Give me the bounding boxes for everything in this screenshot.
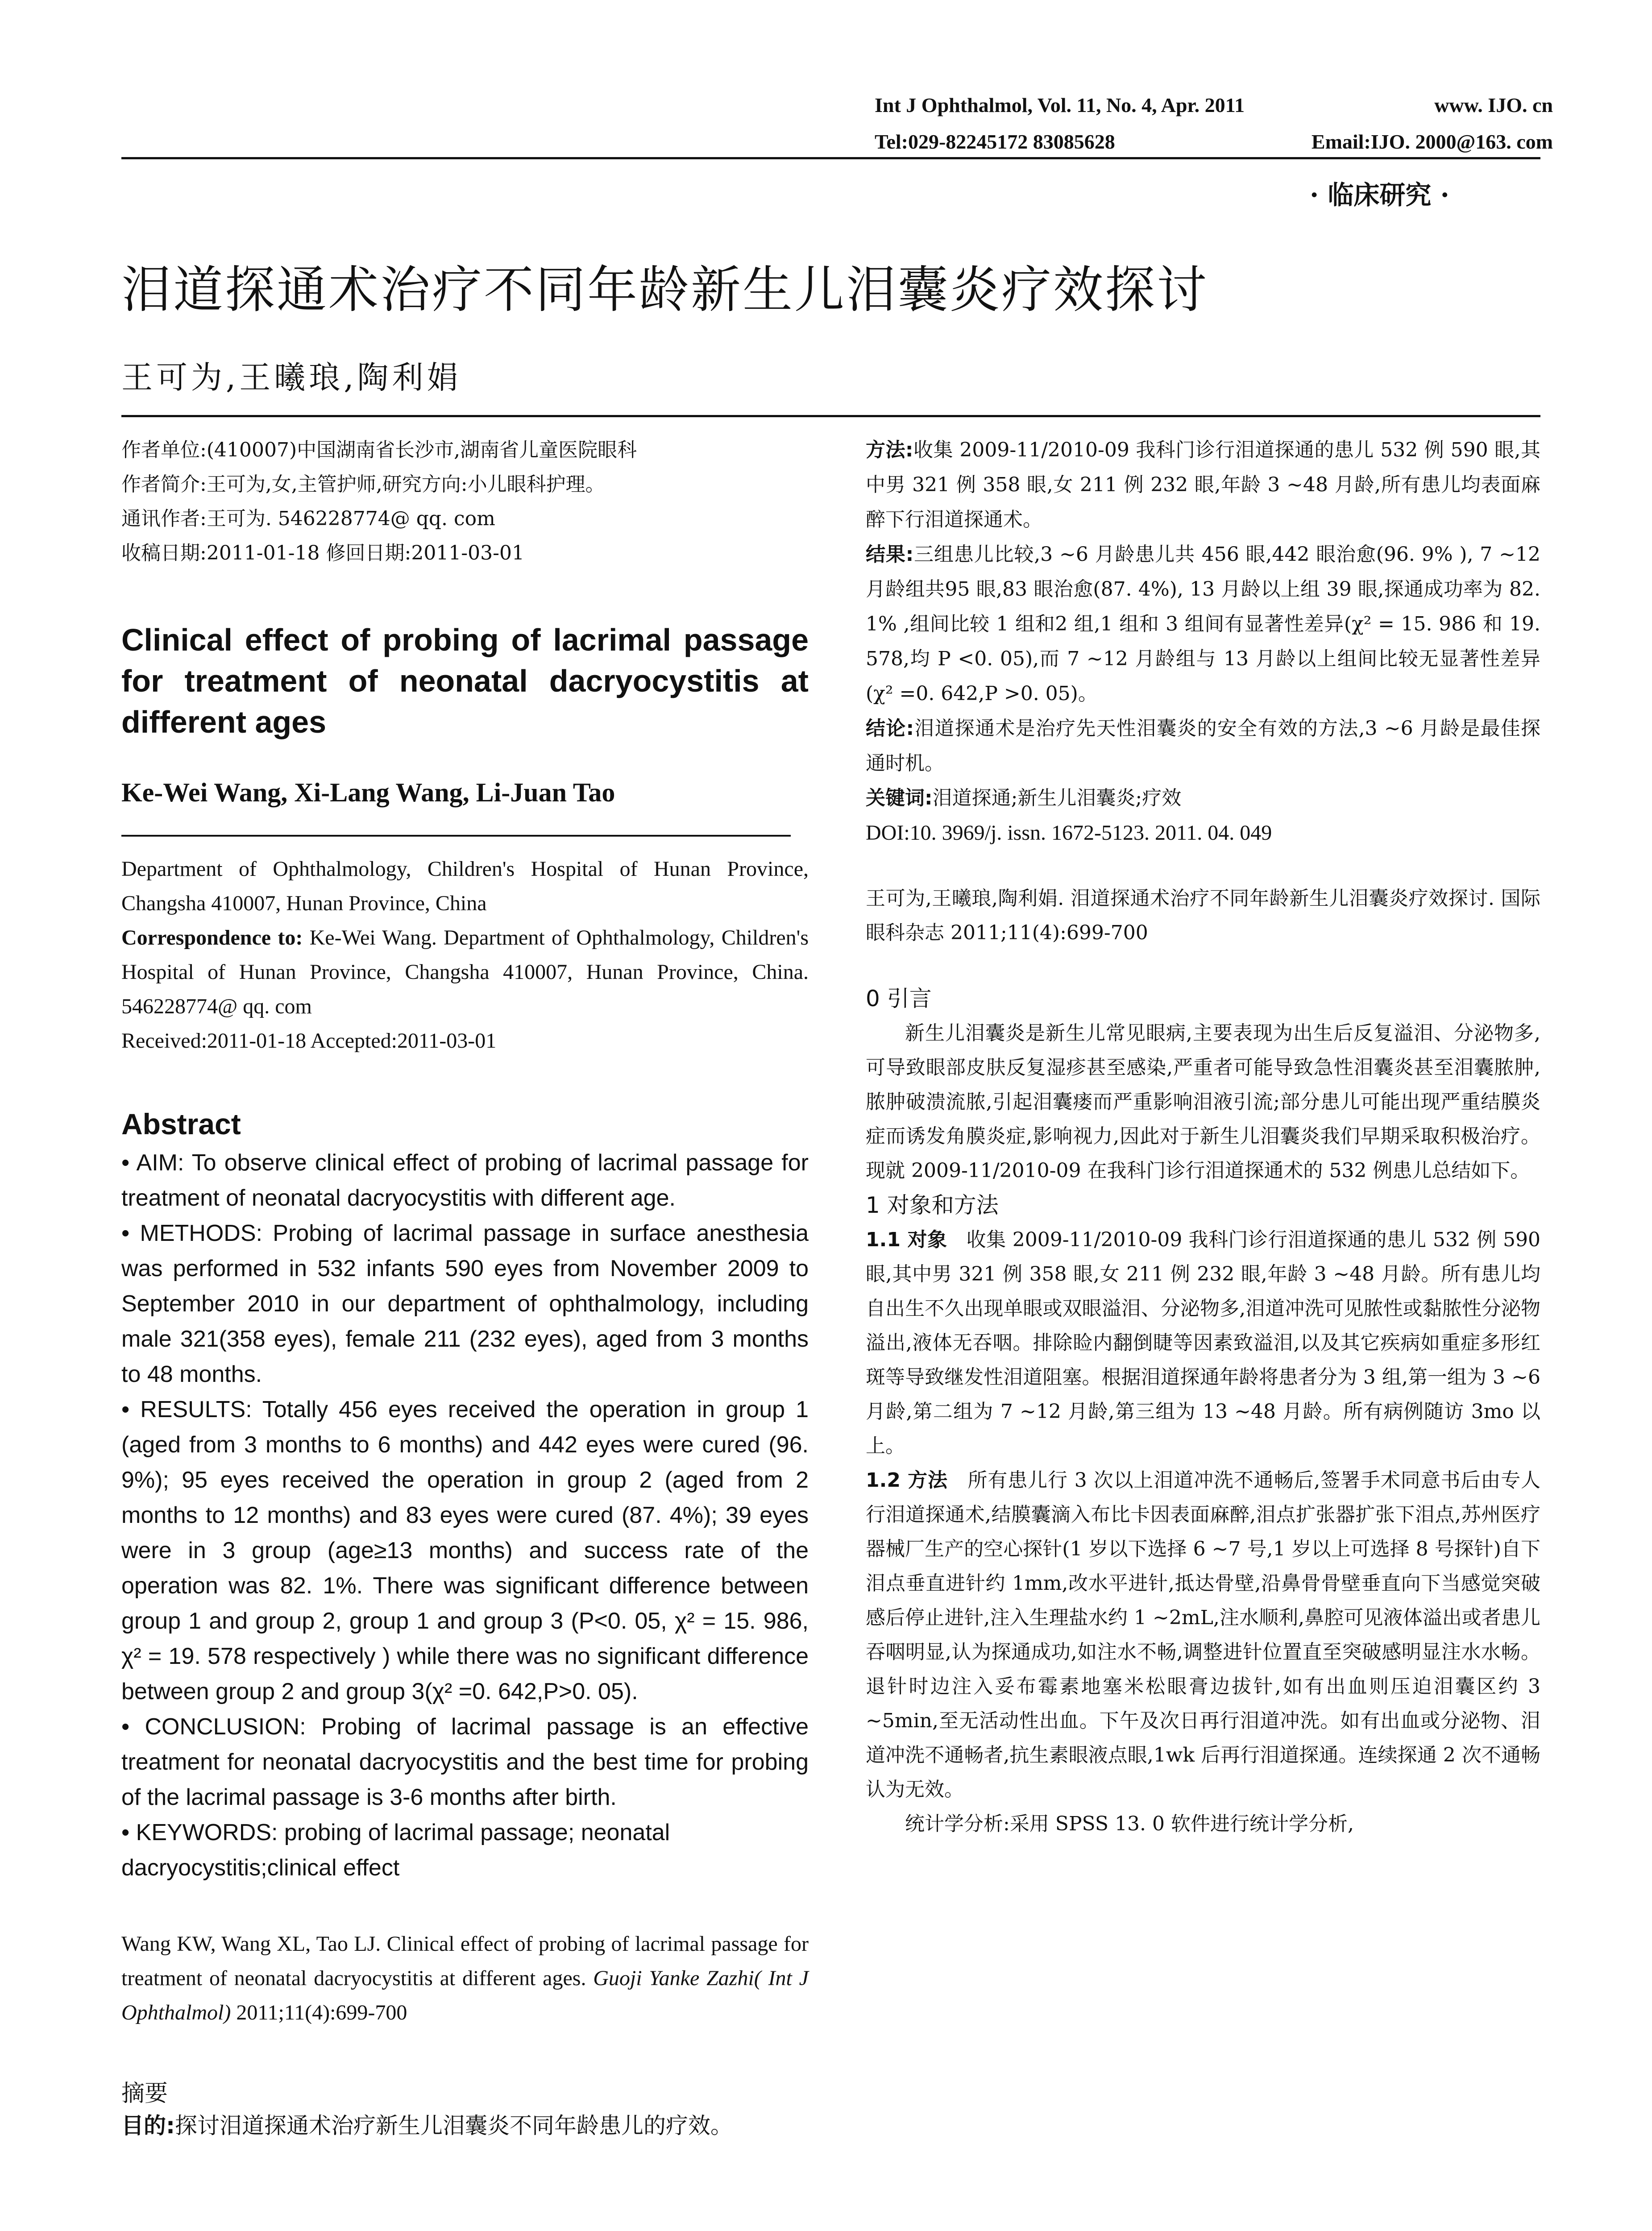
abstract-methods-cn <box>866 433 1540 537</box>
journal-citation-line: Int J Ophthalmol, Vol. 11, No. 4, Apr. 2011 <box>875 94 1245 116</box>
citation-en-journal: Guoji Yanke Zazhi( Int J Ophthalmol) <box>121 1966 809 2024</box>
abstract-results-en: • RESULTS: Totally 456 eyes received the operation in group 1 (aged from 3 months to 6 months) and 442 eyes were cured (96. 9%); 95 eyes received the operation in group 2 (aged from 2 months to 12 months) and 83 eyes were cured (87. 4%); 39 eyes were in 3 group (age≥13 months) and success rate of the operation was 82. 1%. There was significant difference between group 1 and group 2, group 1 and group 3 (P<0. 05, χ² = 15. 986, χ² = 19. 578 respectively ) while there was no significant difference between group 2 and group 3(χ² =0. 642,P>0. 05). <box>121 1397 809 1704</box>
authors-rule <box>121 835 791 837</box>
section-tag: · 临床研究 · <box>1310 180 1449 210</box>
right-column <box>866 433 1540 1841</box>
article-title-cn: 泪道探通术治疗不同年龄新生儿泪囊炎疗效探讨 <box>121 261 1208 319</box>
abstract-heading-cn: 摘要 <box>121 2080 168 2107</box>
correspondence-text: Ke-Wei Wang. Department of Ophthalmology, Children's Hospital of Hunan Province, Changsha 410007, Hunan Province, China. 546228774@ qq. com <box>121 926 809 1018</box>
abstract-conclusion-cn <box>866 711 1540 781</box>
correspondence-en <box>121 921 809 1024</box>
citation-cn: 王可为,王曦琅,陶利娟. 泪道探通术治疗不同年龄新生儿泪囊炎疗效探讨. 国际眼科杂志 2011;11(4):699-700 <box>866 887 1540 944</box>
title-rule <box>121 415 1540 417</box>
abstract-aim-cn <box>121 2108 809 2144</box>
abstract-heading-en: Abstract <box>121 1107 241 1140</box>
subjects-label: 1.1 对象 <box>866 1228 947 1251</box>
received-dates-en: Received:2011-01-18 Accepted:2011-03-01 <box>121 1029 497 1053</box>
method-label: 1.2 方法 <box>866 1469 948 1492</box>
doi-cn: DOI:10. 3969/j. issn. 1672-5123. 2011. 04. 049 <box>866 821 1272 845</box>
aim-text-cn: 探讨泪道探通术治疗新生儿泪囊炎不同年龄患儿的疗效。 <box>175 2113 733 2139</box>
abstract-cn-continued <box>866 433 1540 850</box>
header-rule <box>121 157 1540 159</box>
left-column <box>121 433 809 2144</box>
abstract-aim-en: • AIM: To observe clinical effect of probing of lacrimal passage for treatment of neonatal dacryocystitis with different age. <box>121 1150 809 1211</box>
affiliation-en <box>121 852 809 1058</box>
journal-email: Email:IJO. 2000@163. com <box>1311 130 1553 153</box>
abstract-results-cn <box>866 537 1540 711</box>
citation-en-text: Wang KW, Wang XL, Tao LJ. Clinical effect of probing of lacrimal passage for treatment of neonatal dacryocystitis at different ages. <box>121 1932 809 1990</box>
method-paragraph <box>866 1463 1540 1807</box>
abstract-methods-en: • METHODS: Probing of lacrimal passage in surface anesthesia was performed in 532 infants 590 eyes from November 2009 to September 2010 in our department of ophthalmology, including male 321(358 eyes), female 211 (232 eyes), aged from 3 months to 48 months. <box>121 1220 809 1387</box>
journal-header <box>875 87 1553 160</box>
section-introduction <box>866 981 1540 1188</box>
author-affiliation-cn: 作者单位:(410007)中国湖南省长沙市,湖南省儿童医院眼科 <box>121 439 637 461</box>
citation-en <box>121 1927 809 2030</box>
journal-website: www. IJO. cn <box>1434 94 1553 116</box>
abstract-conclusion-en: • CONCLUSION: Probing of lacrimal passage is an effective treatment for neonatal dacryocystitis and the best time for probing of the lacrimal passage is 3-6 months after birth. <box>121 1714 809 1810</box>
subjects-text: 收集 2009-11/2010-09 我科门诊行泪道探通的患儿 532 例 590 眼,其中男 321 例 358 眼,女 211 例 232 眼,年龄 3 ~48 月龄。所有患儿均自出生不久出现单眼或双眼溢泪、分泌物多,泪道冲洗可见脓性或黏脓性分泌物溢出,液体无吞咽。排除睑内翻倒睫等因素致溢泪,以及其它疾病如重症多形红斑等导致继发性泪道阻塞。根据泪道探通年龄将患者分为 3 组,第一组为 3 ~6 月龄,第二组为 7 ~12 月龄,第三组为 13 ~48 月龄。所有病例随访 3mo 以上。 <box>866 1228 1540 1457</box>
article-title-en: Clinical effect of probing of lacrimal passage for treatment of neonatal dacryocystitis at different ages <box>121 622 809 739</box>
correspondence-label: Correspondence to: <box>121 926 303 950</box>
received-dates-cn: 收稿日期:2011-01-18 修回日期:2011-03-01 <box>121 542 525 564</box>
author-info-cn <box>121 433 809 570</box>
department-en: Department of Ophthalmology, Children's Hospital of Hunan Province, Changsha 410007, Hunan Province, China <box>121 857 809 915</box>
authors-cn: 王可为,王曦琅,陶利娟 <box>121 359 462 396</box>
methods-label-cn: 方法: <box>866 439 913 461</box>
keywords-label-cn: 关键词: <box>866 787 933 809</box>
aim-label-cn: 目的: <box>121 2113 175 2139</box>
citation-en-tail: 2011;11(4):699-700 <box>231 2001 407 2024</box>
results-label-cn: 结果: <box>866 543 914 566</box>
keywords-text-cn: 泪道探通;新生儿泪囊炎;疗效 <box>932 787 1182 809</box>
abstract-keywords-en: • KEYWORDS: probing of lacrimal passage; neonatal dacryocystitis;clinical effect <box>121 1820 670 1881</box>
abstract-keywords-cn <box>866 781 1540 816</box>
subjects-paragraph <box>866 1223 1540 1463</box>
introduction-paragraph: 新生儿泪囊炎是新生儿常见眼病,主要表现为出生后反复溢泪、分泌物多,可导致眼部皮肤反复湿疹甚至感染,严重者可能导致急性泪囊炎甚至泪囊脓肿,脓肿破溃流脓,引起泪囊瘘而严重影响泪液引流;部分患儿可能出现严重结膜炎症而诱发角膜炎症,影响视力,因此对于新生儿泪囊炎我们早期采取积极治疗。现就 2009-11/2010-09 在我科门诊行泪道探通术的 532 例患儿总结如下。 <box>866 1022 1540 1182</box>
corresponding-author-cn: 通讯作者:王可为. 546228774@ qq. com <box>121 507 495 530</box>
statistics-paragraph: 统计学分析:采用 SPSS 13. 0 软件进行统计学分析, <box>905 1812 1354 1835</box>
conclusion-label-cn: 结论: <box>866 717 914 740</box>
methods-text-cn: 收集 2009-11/2010-09 我科门诊行泪道探通的患儿 532 例 590 眼,其中男 321 例 358 眼,女 211 例 232 眼,年龄 3 ~48 月龄,所有患儿均表面麻醉下行泪道探通术。 <box>866 439 1540 531</box>
methods-heading: 1 对象和方法 <box>866 1192 999 1218</box>
method-text: 所有患儿行 3 次以上泪道冲洗不通畅后,签署手术同意书后由专人行泪道探通术,结膜囊滴入布比卡因表面麻醉,泪点扩张器扩张下泪点,苏州医疗器械厂生产的空心探针(1 岁以下选择 6 ~7 号,1 岁以上可选择 8 号探针)自下泪点垂直进针约 1mm,改水平进针,抵达骨壁,沿鼻骨骨壁垂直向下当感觉突破感后停止进针,注入生理盐水约 1 ~2mL,注水顺利,鼻腔可见液体溢出或者患儿吞咽明显,认为探通成功,如注水不畅,调整进针位置直至突破感明显注水水畅。退针时边注入妥布霉素地塞米松眼膏边拔针,如有出血则压迫泪囊区约 3 ~5min,至无活动性出血。下午及次日再行泪道冲洗。如有出血或分泌物、泪道冲洗不通畅者,抗生素眼液点眼,1wk 后再行泪道探通。连续探通 2 次不通畅认为无效。 <box>866 1469 1540 1801</box>
author-profile-cn: 作者简介:王可为,女,主管护师,研究方向:小儿眼科护理。 <box>121 473 605 496</box>
introduction-heading: 0 引言 <box>866 986 932 1012</box>
conclusion-text-cn: 泪道探通术是治疗先天性泪囊炎的安全有效的方法,3 ~6 月龄是最佳探通时机。 <box>866 717 1540 775</box>
results-text-cn: 三组患儿比较,3 ~6 月龄患儿共 456 眼,442 眼治愈(96. 9% ), 7 ~12 月龄组共95 眼,83 眼治愈(87. 4%), 13 月龄以上组 39 眼,探通成功率为 82. 1% ,组间比较 1 组和2 组,1 组和 3 组间有显著性差异(χ² = 15. 986 和 19. 578,均 P <0. 05),而 7 ~12 月龄组与 13 月龄以上组间比较无显著性差异(χ² =0. 642,P >0. 05)。 <box>866 543 1540 705</box>
journal-telephone: Tel:029-82245172 83085628 <box>875 130 1115 153</box>
authors-en: Ke-Wei Wang, Xi-Lang Wang, Li-Juan Tao <box>121 778 615 807</box>
